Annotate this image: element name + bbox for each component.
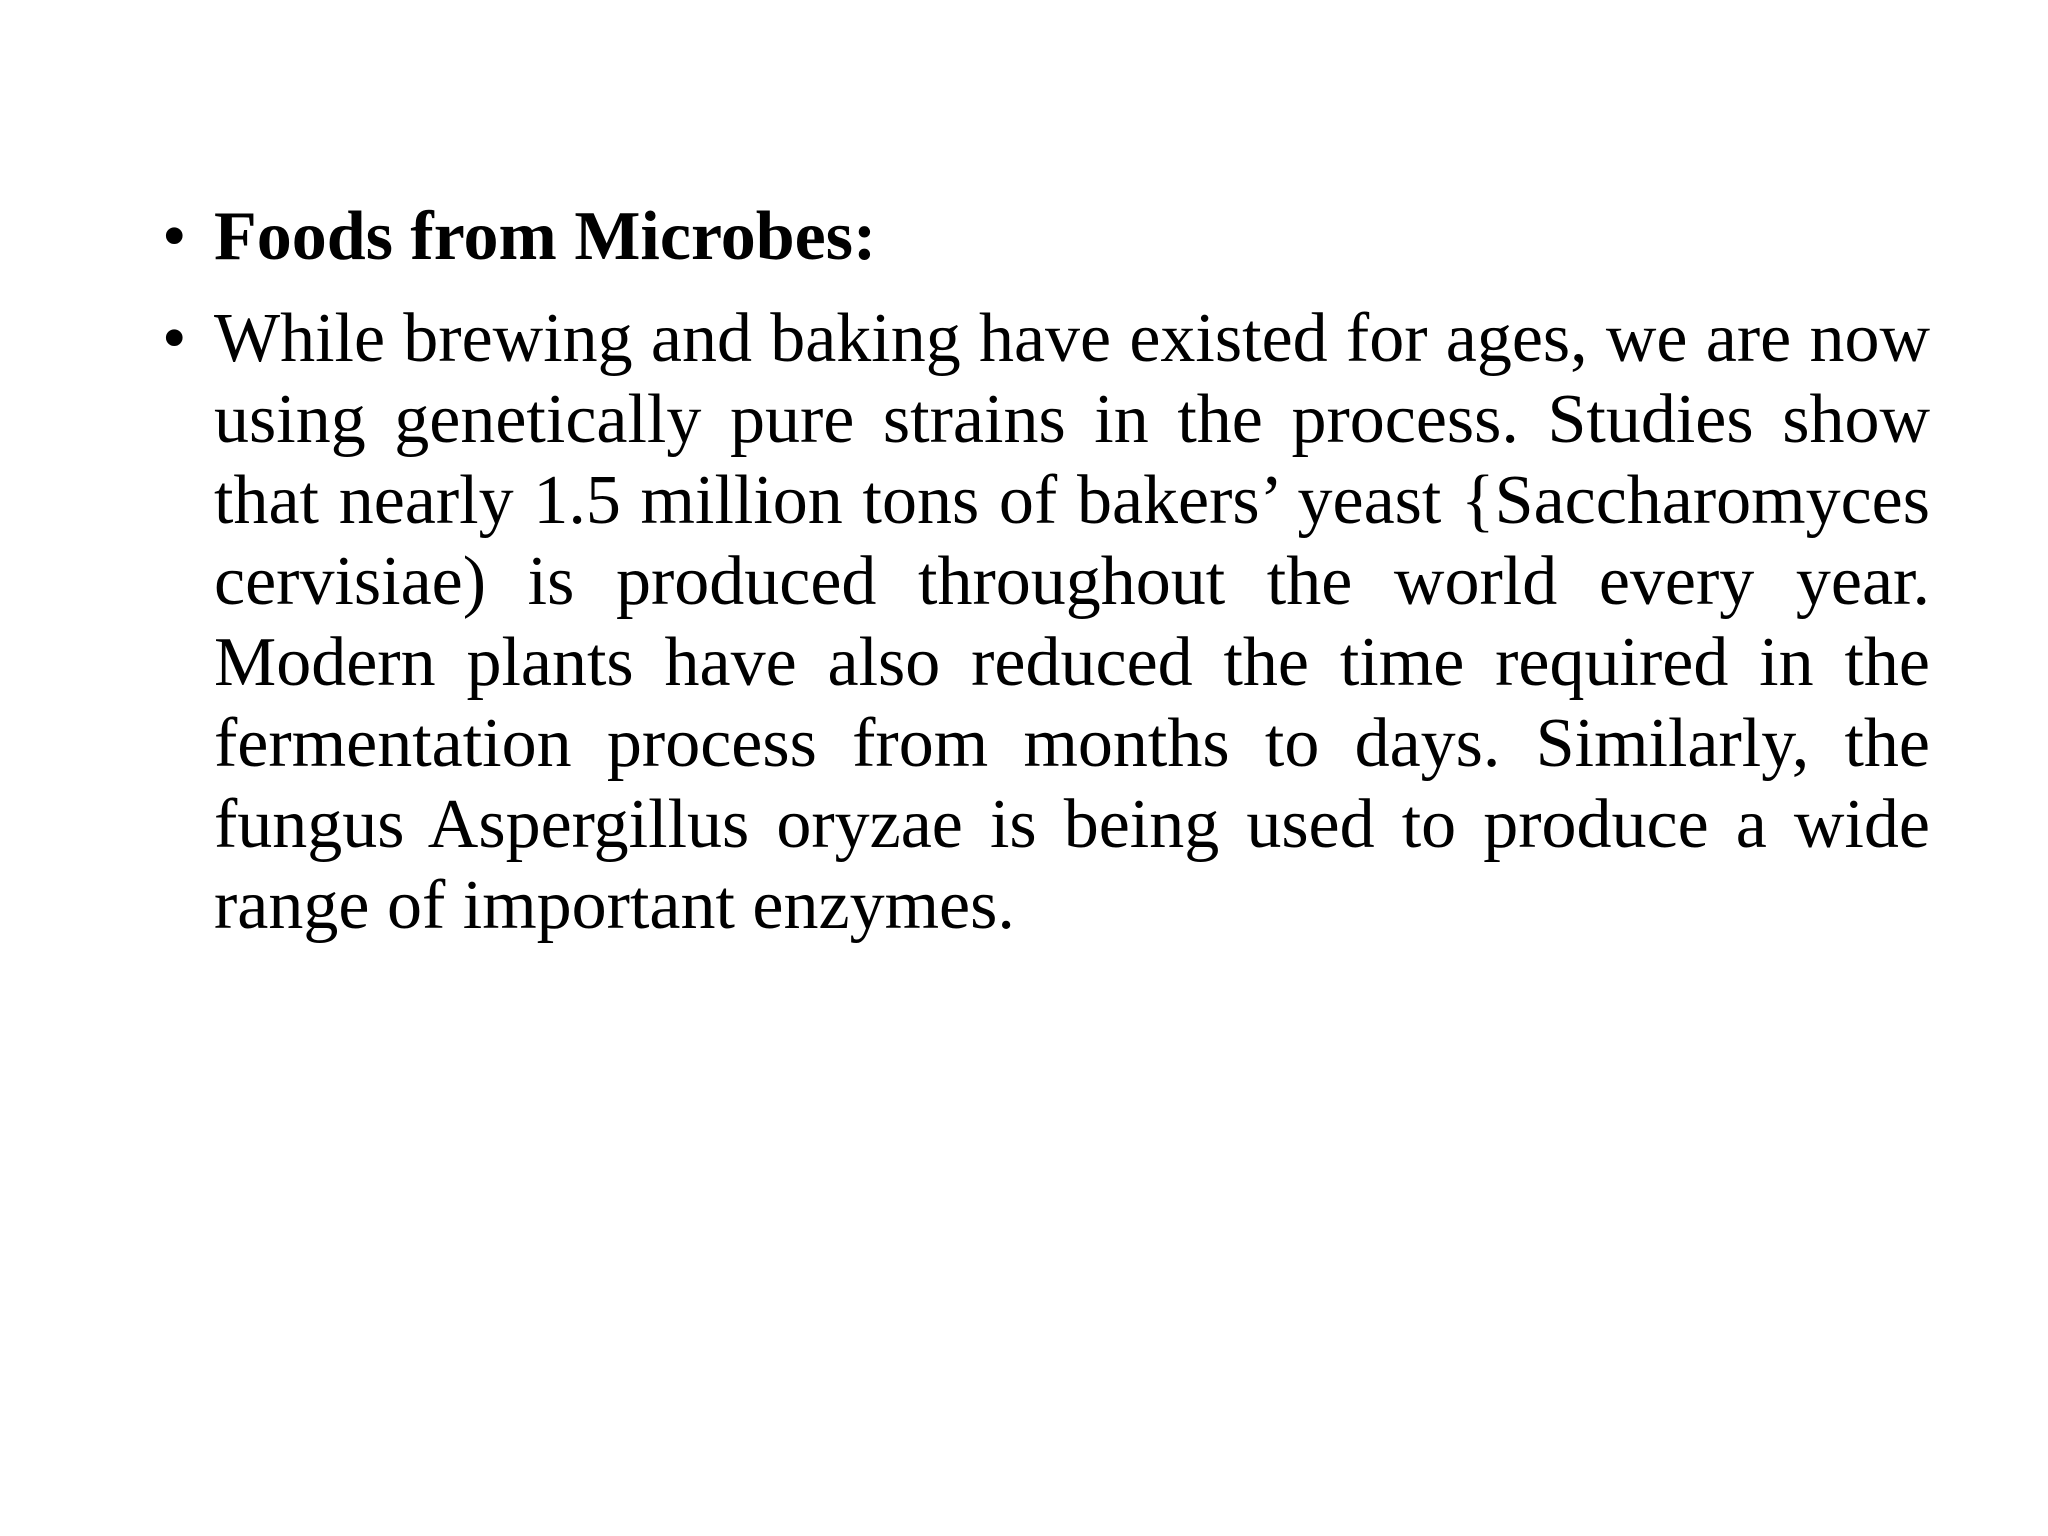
slide-body-text: While brewing and baking have existed for ages, we are now using genetically pure strains in the process. Studies show that nearly 1.5 million tons of bakers’ yeast {Saccharomyces cervisiae) is produced throughout the world every year. Modern plants have also reduced the time required in the fermentation process from months to days. Similarly, the fungus Aspergillus oryzae is being used to produce a wide range of important enzymes. xyxy=(214,300,1930,944)
bullet-item-body xyxy=(160,298,1930,946)
slide-heading: Foods from Microbes: xyxy=(214,198,877,275)
bullet-item-heading xyxy=(160,196,1930,277)
bullet-point-icon: • xyxy=(162,198,187,275)
bullet-point-icon: • xyxy=(162,300,187,377)
bullet-list xyxy=(160,196,1930,946)
